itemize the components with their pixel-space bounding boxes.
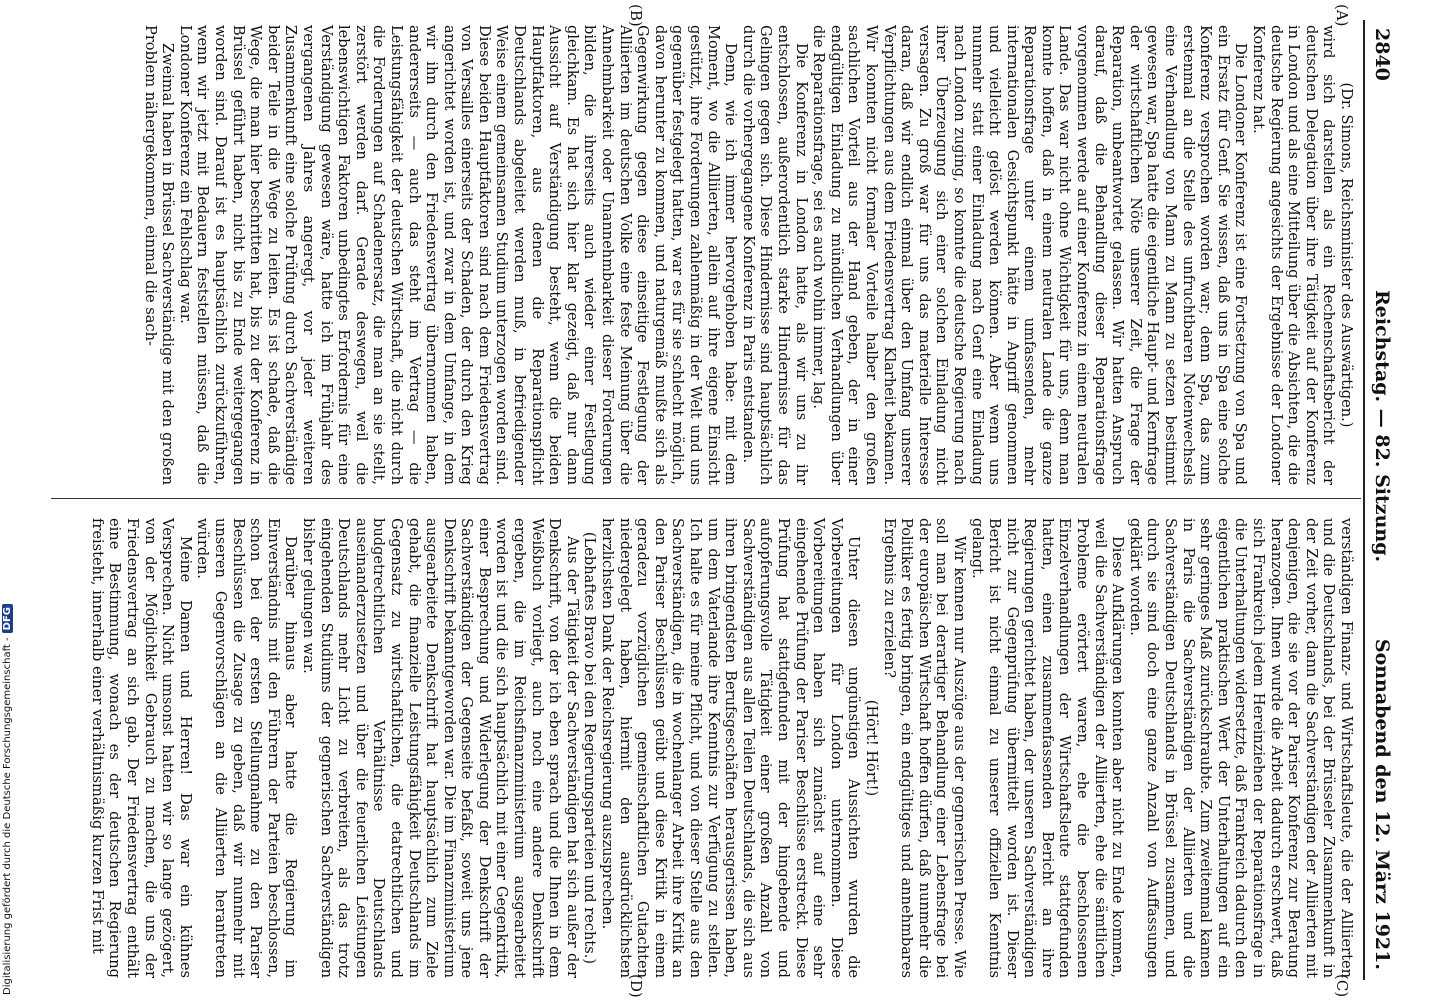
left-column — [141, 25, 1355, 485]
paragraph: verständigen Finanz- und Wirtschaftsleute, die der Alliierten und die Deutschlands, bei der Brüsseler Zusammenkunft in der Zeit vorher, dann die Sachverständigen der Alliierten mit denjenigen, die sie vor der Pariser Konferenz zur Beratung heranzogen. Ihnen wurde die Arbeit dadurch erschwert, daß sich Frankreich jedem Hereinziehen der Reparationsfrage in die Unterhaltungen widersetzte, daß Frankreich dadurch den eigentlichen praktischen Wert der Unterhaltungen auf ein sehr geringes Maß zurückschraubte. Zum zweitenmal kamen in Paris die Sachverständigen der Alliierten und die Sachverständigen Deutschlands in Brüssel zusammen, und durch sie sind doch eine ganze Anzahl von Auffassungen geklärt worden. — [1126, 518, 1355, 978]
paragraph: Darüber hinaus aber hatte die Regierung im Einverständnis mit den Führern der Parteien beschlossen, schon bei der ersten Stellungnahme zu den Pariser Beschlüssen die Zusage zu geben, daß wir nunmehr mit unseren Gegenvorschlägen an die Alliierten herantreten würden. — [194, 518, 300, 978]
interjection: (Hört! Hört!) — [862, 699, 880, 797]
paragraph: Aus der Tätigkeit der Sachverständigen hat sich außer der Denkschrift, von der ich eben sprach und die Ihnen in dem Weißbuch vorliegt, auch noch eine andere Denkschrift ergeben, die im Reichsfinanzministerium ausgearbeitet worden ist und die sich hauptsächlich mit einer Gegenkritik, einer Besprechung und Widerlegung der Denkschrift der Sachverständigen der Gegenseite befaßt, soweit uns jene Denkschrift bekanntgeworden war. Die im Finanzministerium ausgearbeitete Denkschrift hat hauptsächlich zum Ziele gehabt, die finanzielle Leistungsfähigkeit Deutschlands im Gegensatz zu wirtschaftlichen, die etatrechtlichen und budgetrechtlichen Verhältnisse Deutschlands auseinanderzusetzen und über die feuerlichen Leistungen Deutschlands mehr Licht zu verbreiten, als das trotz eingehenden Studiums der gegnerischen Sachverständigen bisher gelungen war. — [299, 518, 581, 978]
paragraph: Zweimal haben in Brüssel Sachverständige mit den großen Problem nähergekommen, einmal die sach- — [141, 25, 177, 485]
paragraph: Diese Aufklärungen konnten aber nicht zu Ende kommen, weil die Sachverständigen der Alliierten, ehe die sämtlichen Probleme erörtert waren, ehe die beschlossenen Einzelverhandlungen der Wirtschaftsleute stattgefunden hatten, einen zusammenfassenden Bericht an ihre Regierungen gerichtet haben, der unseren Sachverständigen nicht zur Gegenprüfung übermittelt worden ist. Dieser Bericht ist nicht einmal zu unserer offiziellen Kenntnis gelangt. — [968, 518, 1127, 978]
paragraph: Die Londoner Konferenz ist eine Fortsetzung von Spa und ein Ersatz für Genf. Sie wissen, daß uns in Spa eine solche Konferenz versprochen worden war; denn Spa, das zum erstenmal an die Stelle des unfruchtbaren Notenwechsels eine Verhandlung von Mann zu Mann zu setzen bestimmt gewesen war, Spa hatte die eigentliche Haupt- und Kernfrage der wirtschaftlichen Nöte unserer Zeit, die Frage der Reparation, unbeantwortet gelassen. Wir hatten Anspruch darauf, daß die Behandlung dieser Reparationsfrage vorgenommen werde auf einer Konferenz in einem neutralen Lande. Das war nicht ohne Wichtigkeit für uns, denn man konnte hoffen, daß in einem neutralen Lande die ganze Reparationsfrage unter einem umfassenden, mehr internationalen Gesichtspunkt hätte in Angriff genommen und vielleicht gelöst werden können. Aber wenn uns nunmehr statt einer Einladung nach Genf eine Einladung nach London zuging, so konnte die deutsche Regierung nach ihrer Überzeugung sich einer solchen Einladung nicht versagen. Zu groß war für uns das materielle Interesse daran, daß wir endlich einmal über den Umfang unserer Verpflichtungen aus dem Friedensvertrag Klarheit bekamen. Wir konnten nicht formaler Vorteile halber den großen sachlichen Vorteil aus der Hand geben, der in einer endgültigen Einladung zu mündlichen Verhandlungen über die Reparationsfrage, sei es auch wohin immer, lag. — [810, 25, 1250, 485]
paragraph: Meine Damen und Herren! Das war ein kühnes Versprechen. Nicht umsonst hatten wir so lange gezögert, von der Möglichkeit Gebrauch zu machen, die uns der Friedensvertrag an sich gab. Der Friedensvertrag enthält eine Bestimmung, wonach es der deutschen Regierung freisteht, innerhalb einer verhältnismäßig kurzen Frist mit — [88, 518, 194, 978]
paragraph: Denn, wie ich immer hervorgehoben habe: mit dem Moment, wo die Alliierten, allein auf ihre eigene Einsicht gestützt, ihre Forderungen zahlenmäßig in der Welt und uns gegenüber festgelegt hatten, war es für sie schlecht möglich, davon herunter zu kommen, und naturgemäß mußte sich als Gegenwirkung gegen diese einseitige Festlegung der Alliierten im deutschen Volke eine feste Meinung über die Annehmbarkeit oder Unannehmbarkeit dieser Forderungen bilden, die ihrerseits auch wieder einer Festlegung gleichkam. Es hat sich hier klar gezeigt, daß nur dann Aussicht auf Verständigung besteht, wenn die beiden Hauptfaktoren, aus denen die Reparationspflicht Deutschlands abgeleitet werden muß, in befriedigender Weise einem gemeinsamen Studium unterzogen worden sind. Diese beiden Hauptfaktoren sind nach dem Friedensvertrag von Versailles einerseits der Schaden, der durch den Krieg angerichtet worden ist, und zwar in dem Umfange, in dem wir ihn durch den Friedensvertrag übernommen haben, andererseits — auch das steht im Vertrag — die Leistungsfähigkeit der deutschen Wirtschaft, die nicht durch die Forderungen auf Schadenersatz, die man an sie stellt, zerstört werden darf. Gerade deswegen, weil die lebenswichtigen Faktoren unbedingtes Erfordernis für eine Verständigung gewesen wäre, hatte ich im Frühjahr des vergangenen Jahres angeregt, vor jeder weiteren Zusammenkunft eine solche Prüfung durch Sachverständige beider Teile in die Wege zu leiten. Es ist schade, daß die Wege, die man hier beschritten hat, bis zu der Konferenz in Brüssel geführt haben, nicht bis zu Ende weitergegangen worden sind. Darauf ist es hauptsächlich zurückzuführen, wenn wir jetzt mit Bedauern feststellen müssen, daß die Londoner Konferenz ein Fehlschlag war. — [176, 25, 740, 485]
margin-mark-d: (D) — [627, 974, 645, 998]
paragraph: Die Konferenz in London hatte, als wir uns zu ihr entschlossen, außerordentlich starke Hindernisse für das Gelingen gegen sich. Diese Hindernisse sind hauptsächlich durch die vorhergegangene Konferenz in Paris entstanden. — [739, 25, 810, 485]
paragraph: wird sich darstellen als ein Rechenschaftsbericht der deutschen Delegation über ihre Tätigkeit auf der Konferenz in London und als eine Mitteilung über die Absichten, die die deutsche Regierung angesichts der Ergebnisse der Londoner Konferenz hat. — [1250, 25, 1338, 485]
dfg-logo: DFG — [2, 604, 13, 633]
margin-mark-a: (A) — [1333, 4, 1351, 27]
page-header — [1365, 0, 1395, 1000]
paragraph: Unter diesen ungünstigen Aussichten wurden die Vorbereitungen für London unternommen. Diese Vorbereitungen haben sich zunächst auf eine sehr eingehende Prüfung der Pariser Beschlüsse erstreckt. Diese Prüfung hat stattgefunden mit der hingebende und aufopferungsvolle Tätigkeit einer großen Anzahl von Sachverständigen aus allen Teilen Deutschlands, die sich aus ihren bringendsten Berufsgeschäften herausgerissen haben, um dem Vaterlande ihre Kenntnis zur Verfügung zu stellen. Ich halte es für meine Pflicht, und von dieser Stelle aus den Sachverständigen, die in wochenlanger Arbeit ihre Kritik an den Pariser Beschlüssen geübt und diese Kritik in einem geradezu vorzüglichen gemeinschaftlichen Gutachten niedergelegt haben, hiermit den ausdrücklichsten herzlichsten Dank der Reichsregierung auszusprechen. — [599, 518, 863, 978]
header-rule — [1363, 20, 1365, 980]
column-divider — [51, 498, 1361, 499]
digitization-footer — [2, 0, 22, 1000]
session-title: Reichstag. — 82. Sitzung. — [1371, 290, 1393, 563]
session-date: Sonnabend den 12. März 1921. — [1371, 638, 1393, 970]
speaker-line: (Dr. Simons, Reichsminister des Auswärtigen.) — [1338, 82, 1355, 428]
margin-mark-b: (B) — [627, 4, 645, 27]
footer-text: Digitalisierung gefördert durch die Deutsche Forschungsgemeinschaft - — [2, 637, 13, 995]
paragraph: Wir kennen nur Auszüge aus der gegnerischen Presse. Wie soll man bei derartiger Behandlung einer Lebensfrage bei der europäischen Wirtschaft hoffen dürfen, daß nunmehr die Politiker es fertig bringen, ein endgültiges und annehmbares Ergebnis zu erzielen? — [880, 518, 968, 978]
interjection: (Lebhaftes Bravo bei den Regierungsparteien und rechts.) — [581, 531, 599, 965]
page-number: 2840 — [1371, 28, 1393, 81]
right-column — [88, 518, 1355, 978]
margin-mark-c: (C) — [1333, 974, 1351, 998]
